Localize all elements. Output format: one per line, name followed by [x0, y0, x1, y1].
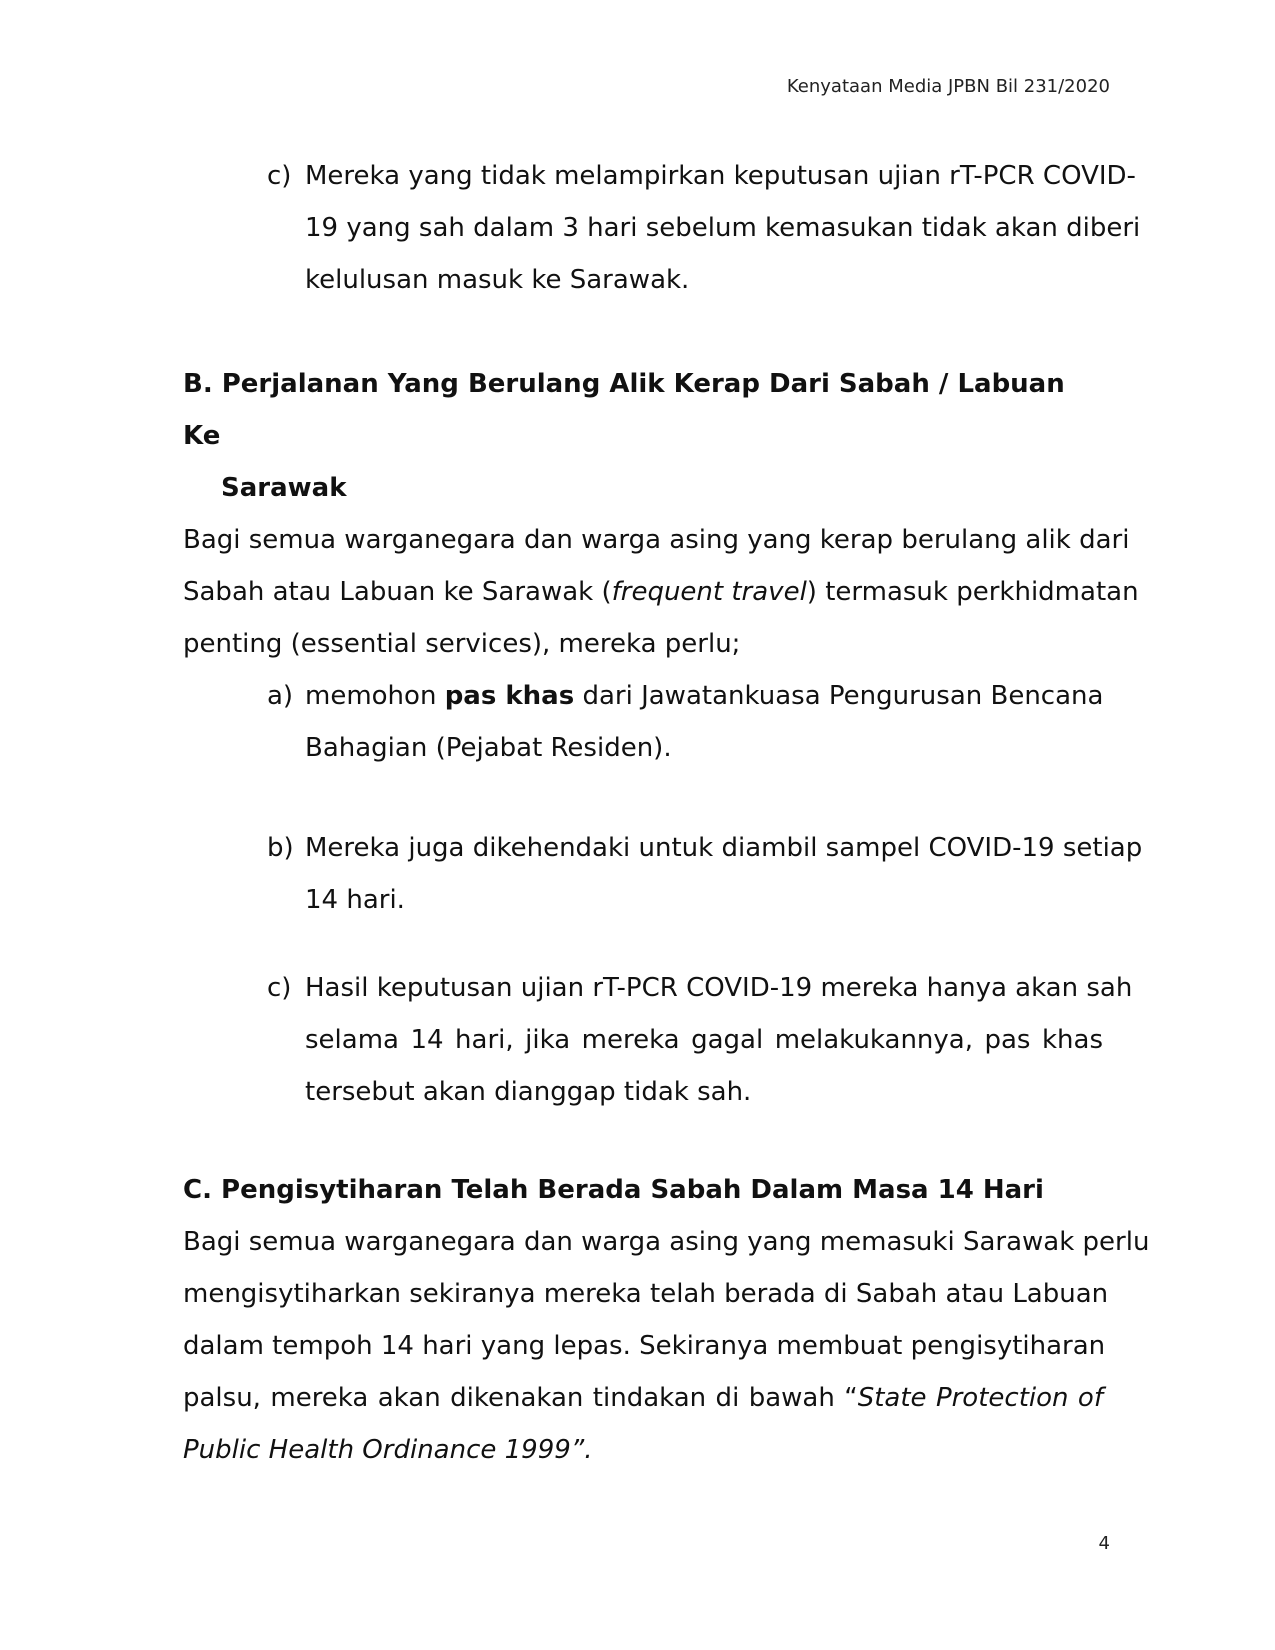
section-b-heading: [183, 358, 1103, 514]
section-c-paragraph-line: [183, 1424, 1103, 1476]
page-number: 4: [1098, 1533, 1110, 1554]
list-item-c-validity: [183, 962, 1133, 1118]
list-item-text-line: 14 hari.: [305, 885, 405, 915]
list-item-c-entry-requirement: [183, 150, 1141, 306]
list-item-text-line: kelulusan masuk ke Sarawak.: [305, 265, 690, 295]
section-b-paragraph-line: Sabah atau Labuan ke Sarawak (frequent travel) termasuk perkhidmatan: [183, 577, 1139, 607]
section-b-paragraph-line: penting (essential services), mereka perlu;: [183, 629, 741, 659]
document-reference: Kenyataan Media JPBN Bil 231/2020: [786, 76, 1110, 97]
list-item-text-line: memohon pas khas dari Jawatankuasa Pengurusan Bencana: [305, 681, 1104, 711]
section-b-heading-line2: Sarawak: [221, 473, 347, 503]
list-marker: c): [267, 161, 292, 191]
list-item-text-line: tersebut akan dianggap tidak sah.: [305, 1077, 752, 1107]
list-item-text-line: Mereka juga dikehendaki untuk diambil sampel COVID-19 setiap: [305, 833, 1143, 863]
section-b-heading-line1: B. Perjalanan Yang Berulang Alik Kerap Dari Sabah / Labuan Ke: [183, 369, 1065, 451]
italic-ordinance-title: Public Health Ordinance 1999”.: [183, 1435, 593, 1465]
list-item-text-line: 19 yang sah dalam 3 hari sebelum kemasukan tidak akan diberi: [305, 213, 1141, 243]
document-body: [183, 150, 1150, 1476]
list-item-b-sampling: [183, 822, 1143, 926]
list-marker: c): [267, 973, 292, 1003]
list-marker: b): [267, 833, 294, 863]
list-item-text-line: Bahagian (Pejabat Residen).: [305, 733, 672, 763]
section-c-paragraph-line: mengisytiharkan sekiranya mereka telah berada di Sabah atau Labuan: [183, 1279, 1109, 1309]
bold-term: pas khas: [444, 681, 575, 711]
list-marker: a): [267, 681, 294, 711]
italic-term: frequent travel: [611, 577, 807, 607]
section-c-paragraph-line: Bagi semua warganegara dan warga asing yang memasuki Sarawak perlu: [183, 1227, 1150, 1257]
section-c-heading: C. Pengisytiharan Telah Berada Sabah Dalam Masa 14 Hari: [183, 1175, 1044, 1205]
section-c-paragraph-line: dalam tempoh 14 hari yang lepas. Sekiranya membuat pengisytiharan: [183, 1331, 1106, 1361]
list-item-text-line: selama 14 hari, jika mereka gagal melakukannya, pas khas: [305, 1025, 1103, 1055]
italic-ordinance-title: State Protection of: [857, 1383, 1103, 1413]
list-item-text-line: Hasil keputusan ujian rT-PCR COVID-19 mereka hanya akan sah: [305, 973, 1133, 1003]
list-item-text-line: Mereka yang tidak melampirkan keputusan ujian rT-PCR COVID-: [305, 161, 1136, 191]
section-b-paragraph-line: Bagi semua warganegara dan warga asing yang kerap berulang alik dari: [183, 525, 1130, 555]
section-c-paragraph-line: palsu, mereka akan dikenakan tindakan di bawah “State Protection of: [183, 1383, 1103, 1413]
list-item-a-special-pass: [183, 670, 1103, 774]
